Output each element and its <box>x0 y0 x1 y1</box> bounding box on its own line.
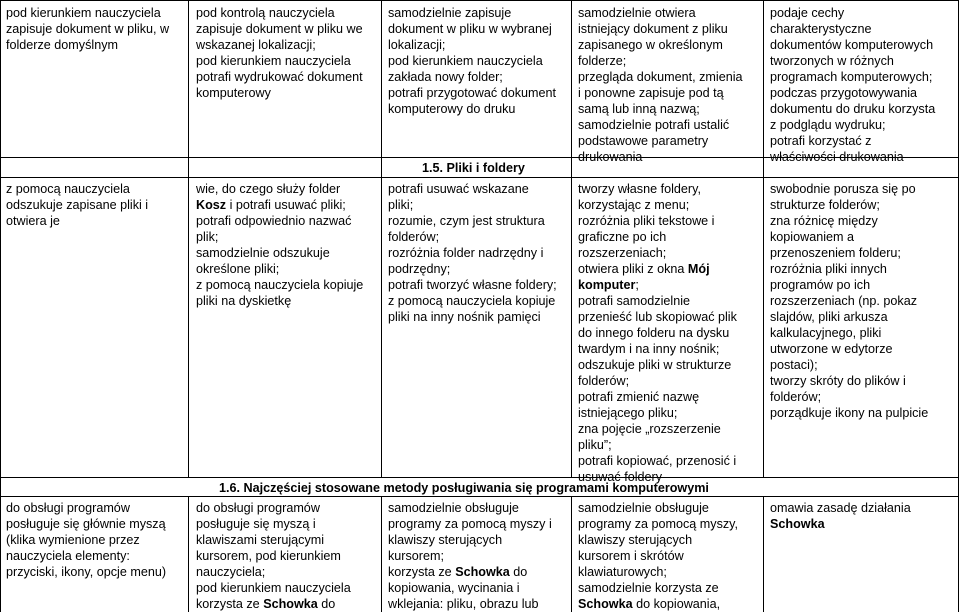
text-line: zna różnicę między <box>770 214 878 228</box>
text-line: potrafi wydrukować dokument <box>196 70 363 84</box>
text-line: programach komputerowych; <box>770 70 933 84</box>
text-line: z pomocą nauczyciela kopiuje <box>196 278 364 292</box>
text-line: z pomocą nauczyciela kopiuje <box>388 294 556 308</box>
text-line: do obsługi programów <box>6 501 130 515</box>
text-line: odszukuje zapisane pliki i <box>6 198 149 212</box>
text-line: rozróżnia pliki innych <box>770 262 887 276</box>
text-line: klawiszy sterujących <box>388 533 503 547</box>
row1-cell-1 <box>6 5 169 53</box>
col-border-0 <box>0 0 1 612</box>
text-line: slajdów, pliki arkusza <box>770 310 888 324</box>
text-line: zna pojęcie „rozszerzenie <box>578 422 721 436</box>
text-line: samą lub inną nazwą; <box>578 102 700 116</box>
text-line: wie, do czego służy folder <box>196 182 341 196</box>
text-line: programy za pomocą myszy i <box>388 517 552 531</box>
text-line: kursorem; <box>388 549 444 563</box>
bold-term: Mój <box>687 262 710 276</box>
text-line: pod kontrolą nauczyciela <box>196 6 335 20</box>
row1-cell-5 <box>770 5 935 165</box>
text-line: postaci); <box>770 358 818 372</box>
rule-section-row3 <box>0 496 959 497</box>
text-line: swobodnie porusza się po <box>770 182 916 196</box>
text-line: przenoszeniem folderu; <box>770 246 901 260</box>
text-line: klawiszami sterującymi <box>196 533 325 547</box>
text-line: nauczyciela; <box>196 565 266 579</box>
text-line <box>196 197 363 213</box>
bold-term: komputer <box>578 278 636 292</box>
text-line: charakterystyczne <box>770 22 872 36</box>
text-line: strukturze folderów; <box>770 198 880 212</box>
text-line: potrafi usuwać wskazane <box>388 182 529 196</box>
text-line: folderów; <box>770 390 822 404</box>
bold-term: Kosz <box>196 198 227 212</box>
bold-term: Schowka <box>578 597 633 611</box>
text-line: rozszerzeniach (np. pokaz <box>770 294 917 308</box>
text-line: rozszerzeniach; <box>578 246 667 260</box>
text-line: otwiera je <box>6 214 60 228</box>
text-fragment: do <box>509 565 528 579</box>
text-line: utworzone w edytorze <box>770 342 893 356</box>
text-line: tworzy własne foldery, <box>578 182 701 196</box>
text-line: twardym i na inny nośnik; <box>578 342 720 356</box>
text-fragment: do <box>317 597 336 611</box>
text-line: nauczyciela elementy: <box>6 549 130 563</box>
bold-term: Schowka <box>263 597 318 611</box>
text-line: komputerowy <box>196 86 271 100</box>
text-line: folderze domyślnym <box>6 38 118 52</box>
col-border-4 <box>763 0 764 612</box>
text-fragment: korzysta ze <box>388 565 456 579</box>
text-line: rozumie, czym jest struktura <box>388 214 545 228</box>
text-line: folderze; <box>578 54 627 68</box>
text-line: istniejącego pliku; <box>578 406 678 420</box>
text-line: kursorem, pod kierunkiem <box>196 549 341 563</box>
row3-cell-3 <box>388 500 552 612</box>
col-border-1 <box>188 0 189 612</box>
text-line: potrafi zmienić nazwę <box>578 390 700 404</box>
text-line: graficzne po ich <box>578 230 667 244</box>
text-line: samodzielnie korzysta ze <box>578 581 719 595</box>
text-line: tworzonych w różnych <box>770 54 894 68</box>
text-line: dokumentów komputerowych <box>770 38 934 52</box>
text-line: wskazanej lokalizacji; <box>196 38 316 52</box>
text-line: (klika wymienione przez <box>6 533 140 547</box>
row1-cell-4 <box>578 5 743 165</box>
text-line: rozróżnia folder nadrzędny i <box>388 246 544 260</box>
text-line: określone pliki; <box>196 262 280 276</box>
text-line: zapisanego w określonym <box>578 38 723 52</box>
text-line: potrafi odpowiednio nazwać <box>196 214 352 228</box>
text-line: pliki na dyskietkę <box>196 294 292 308</box>
row1-cell-3 <box>388 5 556 117</box>
row3-cell-1 <box>6 500 166 580</box>
section-heading-1-6: 1.6. Najczęściej stosowane metody posługiwania się programami komputerowymi <box>219 481 709 495</box>
text-line: zapisuje dokument w pliku, w <box>6 22 170 36</box>
text-fragment: korzysta ze <box>196 597 264 611</box>
row2-cell-4 <box>578 181 737 485</box>
text-line <box>388 564 552 580</box>
text-line: potrafi przygotować dokument <box>388 86 557 100</box>
text-line: folderów; <box>578 374 630 388</box>
row2-cell-2 <box>196 181 363 309</box>
text-line: kursorem i skrótów <box>578 549 684 563</box>
text-line: pod kierunkiem nauczyciela <box>6 6 161 20</box>
text-line: pod kierunkiem nauczyciela <box>196 581 351 595</box>
text-line: samodzielnie odszukuje <box>196 246 330 260</box>
text-line: odszukuje pliki w strukturze <box>578 358 732 372</box>
text-line: pod kierunkiem nauczyciela <box>388 54 543 68</box>
text-line: dokument w pliku w wybranej <box>388 22 552 36</box>
text-line: programów po ich <box>770 278 871 292</box>
text-line: do innego folderu na dysku <box>578 326 730 340</box>
text-line: rozróżnia pliki tekstowe i <box>578 214 715 228</box>
bold-term: Schowka <box>770 517 825 531</box>
text-line: potrafi tworzyć własne foldery; <box>388 278 557 292</box>
text-line: przegląda dokument, zmienia <box>578 70 743 84</box>
text-line: samodzielnie potrafi ustalić <box>578 118 730 132</box>
text-fragment: do kopiowania, <box>632 597 721 611</box>
text-line: do obsługi programów <box>196 501 320 515</box>
text-line: podczas przygotowywania <box>770 86 918 100</box>
text-line: korzystając z menu; <box>578 198 690 212</box>
text-line: usuwać foldery <box>578 470 662 484</box>
text-line: przyciski, ikony, opcje menu) <box>6 565 167 579</box>
text-line: posługuje się myszą i <box>196 517 316 531</box>
text-line: pliki; <box>388 198 414 212</box>
text-line: właściwości drukowania <box>770 150 904 164</box>
text-line <box>770 516 911 532</box>
text-line: posługuje się głównie myszą <box>6 517 166 531</box>
text-line: zapisuje dokument w pliku we <box>196 22 363 36</box>
text-line: podrzędny; <box>388 262 451 276</box>
text-line: pliku”; <box>578 438 612 452</box>
text-line: pod kierunkiem nauczyciela <box>196 54 351 68</box>
row2-cell-1 <box>6 181 148 229</box>
text-line: klawiszy sterujących <box>578 533 693 547</box>
text-line: podstawowe parametry <box>578 134 709 148</box>
text-line <box>578 596 738 612</box>
text-fragment: otwiera pliki z okna <box>578 262 688 276</box>
text-line: potrafi korzystać z <box>770 134 872 148</box>
text-line: z pomocą nauczyciela <box>6 182 130 196</box>
row2-cell-3 <box>388 181 557 325</box>
text-line: programy za pomocą myszy, <box>578 517 739 531</box>
text-fragment: ; <box>635 278 639 292</box>
text-line: lokalizacji; <box>388 38 446 52</box>
rule-section-row2 <box>0 177 959 178</box>
text-line: komputerowy do druku <box>388 102 516 116</box>
col-border-3 <box>571 0 572 612</box>
row2-cell-5 <box>770 181 928 421</box>
section-heading-1-5: 1.5. Pliki i foldery <box>422 161 525 175</box>
text-line: drukowania <box>578 150 643 164</box>
row3-cell-4 <box>578 500 738 612</box>
text-line: samodzielnie obsługuje <box>388 501 519 515</box>
rule-top <box>0 0 959 1</box>
text-line <box>196 596 351 612</box>
text-line: potrafi kopiować, przenosić i <box>578 454 737 468</box>
text-line: istniejący dokument z pliku <box>578 22 728 36</box>
text-line: porządkuje ikony na pulpicie <box>770 406 929 420</box>
text-line: klawiaturowych; <box>578 565 667 579</box>
text-line: omawia zasadę działania <box>770 501 911 515</box>
text-line: samodzielnie obsługuje <box>578 501 709 515</box>
text-line: folderów; <box>388 230 440 244</box>
text-line: samodzielnie otwiera <box>578 6 696 20</box>
text-line: podaje cechy <box>770 6 845 20</box>
text-line: tworzy skróty do plików i <box>770 374 906 388</box>
bold-term: Schowka <box>455 565 510 579</box>
text-fragment: i potrafi usuwać pliki; <box>226 198 346 212</box>
col-border-2 <box>381 0 382 612</box>
text-line: wklejania: pliku, obrazu lub <box>388 597 539 611</box>
text-line: przenieść lub skopiować plik <box>578 310 737 324</box>
row3-cell-2 <box>196 500 351 612</box>
text-line: kopiowania, wycinania i <box>388 581 520 595</box>
text-line: kalkulacyjnego, pliki <box>770 326 882 340</box>
text-line: potrafi samodzielnie <box>578 294 691 308</box>
text-line <box>578 277 737 293</box>
text-line: plik; <box>196 230 219 244</box>
text-line: zakłada nowy folder; <box>388 70 503 84</box>
text-line: dokumentu do druku korzysta <box>770 102 936 116</box>
row1-cell-2 <box>196 5 363 101</box>
text-line: pliki na inny nośnik pamięci <box>388 310 541 324</box>
text-line: z podglądu wydruku; <box>770 118 886 132</box>
row3-cell-5 <box>770 500 911 532</box>
text-line: i ponowne zapisuje pod tą <box>578 86 724 100</box>
text-line: kopiowaniem a <box>770 230 855 244</box>
text-line <box>578 261 737 277</box>
text-line: samodzielnie zapisuje <box>388 6 512 20</box>
